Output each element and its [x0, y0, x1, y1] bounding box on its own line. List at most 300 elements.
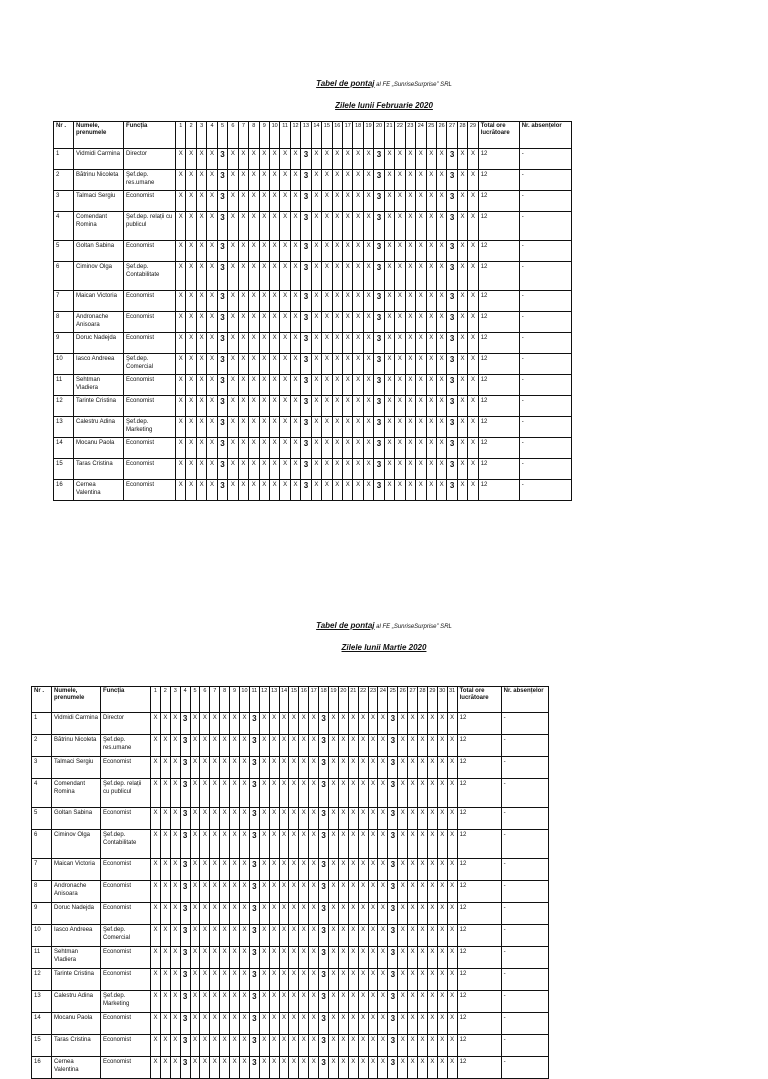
day-mark: X: [259, 480, 269, 501]
employee-number: 9: [32, 903, 52, 925]
day-mark: 3: [319, 925, 329, 947]
day-mark: X: [395, 333, 405, 354]
day-mark: X: [426, 191, 436, 212]
day-mark: X: [290, 212, 300, 241]
day-mark: X: [384, 354, 394, 375]
day-mark: 3: [447, 212, 457, 241]
day-mark: X: [238, 312, 248, 333]
employee-name: Bătrinu Nicoleta: [52, 735, 101, 757]
employee-function: Economist: [124, 375, 176, 396]
day-mark: X: [457, 333, 467, 354]
day-mark: X: [170, 757, 180, 779]
day-mark: X: [416, 480, 426, 501]
day-mark: X: [200, 779, 210, 808]
day-mark: X: [457, 191, 467, 212]
day-mark: X: [230, 808, 240, 830]
day-mark: X: [398, 969, 408, 991]
table-row: [32, 1057, 549, 1079]
day-mark: X: [468, 480, 478, 501]
day-mark: X: [279, 881, 289, 903]
day-mark: X: [332, 149, 342, 170]
day-mark: X: [186, 291, 196, 312]
employee-number: 6: [54, 262, 74, 291]
day-mark: X: [384, 149, 394, 170]
day-mark: X: [447, 969, 457, 991]
day-mark: X: [196, 241, 206, 262]
employee-name: Tarinte Cristina: [74, 396, 124, 417]
table-row: [32, 991, 549, 1013]
day-mark: X: [196, 262, 206, 291]
employee-number: 14: [54, 438, 74, 459]
day-mark: X: [322, 212, 332, 241]
day-mark: X: [395, 191, 405, 212]
day-mark: X: [329, 713, 339, 735]
day-mark: X: [259, 212, 269, 241]
day-mark: 3: [180, 903, 190, 925]
day-mark: X: [468, 438, 478, 459]
day-mark: X: [437, 903, 447, 925]
day-mark: X: [418, 713, 428, 735]
day-mark: X: [289, 735, 299, 757]
day-mark: X: [259, 859, 269, 881]
day-mark: X: [358, 713, 368, 735]
day-mark: X: [160, 991, 170, 1013]
employee-name: Maican Victoria: [52, 859, 101, 881]
day-header: 24: [416, 122, 426, 149]
day-mark: X: [348, 991, 358, 1013]
total-hours-value: 12: [457, 1013, 501, 1035]
day-mark: 3: [447, 333, 457, 354]
day-mark: X: [290, 149, 300, 170]
day-mark: 3: [319, 808, 329, 830]
day-mark: X: [343, 291, 353, 312]
day-mark: X: [368, 991, 378, 1013]
day-mark: 3: [374, 262, 384, 291]
absences-value: -: [501, 1035, 548, 1057]
absences-value: -: [519, 417, 571, 438]
day-mark: X: [196, 149, 206, 170]
day-header: 18: [319, 687, 329, 713]
day-header: 5: [190, 687, 200, 713]
day-mark: X: [200, 903, 210, 925]
day-mark: X: [457, 459, 467, 480]
absences-value: -: [501, 925, 548, 947]
day-mark: X: [395, 149, 405, 170]
day-header: 8: [249, 122, 259, 149]
day-mark: X: [348, 830, 358, 859]
day-mark: X: [269, 417, 279, 438]
day-mark: X: [353, 191, 363, 212]
day-mark: 3: [447, 480, 457, 501]
day-mark: X: [437, 1013, 447, 1035]
day-mark: X: [368, 757, 378, 779]
day-header: 17: [309, 687, 319, 713]
day-mark: 3: [217, 354, 227, 375]
day-mark: X: [426, 354, 436, 375]
day-mark: X: [249, 396, 259, 417]
day-mark: X: [378, 881, 388, 903]
day-mark: 3: [249, 779, 259, 808]
day-mark: X: [343, 417, 353, 438]
day-mark: X: [436, 291, 446, 312]
day-mark: X: [468, 170, 478, 191]
day-mark: X: [200, 925, 210, 947]
day-mark: 3: [180, 830, 190, 859]
day-mark: X: [230, 830, 240, 859]
day-mark: X: [290, 480, 300, 501]
day-mark: X: [220, 830, 230, 859]
day-mark: X: [343, 480, 353, 501]
day-mark: X: [343, 354, 353, 375]
day-mark: X: [279, 1013, 289, 1035]
day-mark: X: [238, 212, 248, 241]
day-mark: X: [210, 903, 220, 925]
day-mark: X: [343, 459, 353, 480]
day-mark: X: [338, 991, 348, 1013]
day-mark: X: [240, 925, 250, 947]
day-mark: X: [210, 808, 220, 830]
day-mark: X: [240, 1035, 250, 1057]
employee-number: 10: [32, 925, 52, 947]
day-mark: 3: [447, 459, 457, 480]
table-row: [54, 191, 572, 212]
total-hours-value: 12: [457, 757, 501, 779]
day-mark: 3: [301, 459, 311, 480]
day-header: 12: [259, 687, 269, 713]
day-header: 28: [418, 687, 428, 713]
day-mark: X: [200, 808, 210, 830]
day-mark: 3: [447, 191, 457, 212]
day-mark: 3: [374, 312, 384, 333]
day-header: 2: [186, 122, 196, 149]
day-mark: X: [405, 417, 415, 438]
day-mark: X: [416, 396, 426, 417]
day-mark: X: [384, 291, 394, 312]
day-mark: X: [368, 830, 378, 859]
day-mark: X: [384, 417, 394, 438]
day-mark: X: [200, 881, 210, 903]
absences-value: -: [519, 291, 571, 312]
day-mark: X: [418, 903, 428, 925]
day-header: 20: [374, 122, 384, 149]
day-mark: X: [230, 947, 240, 969]
day-mark: X: [343, 262, 353, 291]
day-mark: X: [338, 969, 348, 991]
day-mark: X: [160, 903, 170, 925]
day-mark: X: [457, 170, 467, 191]
day-mark: X: [447, 903, 457, 925]
day-mark: X: [228, 170, 238, 191]
header-row: [54, 122, 572, 149]
day-mark: X: [207, 170, 217, 191]
day-mark: X: [238, 375, 248, 396]
day-mark: X: [238, 417, 248, 438]
day-mark: X: [468, 291, 478, 312]
day-mark: X: [170, 713, 180, 735]
day-mark: X: [186, 262, 196, 291]
day-mark: X: [190, 830, 200, 859]
day-mark: X: [363, 241, 373, 262]
day-mark: X: [228, 333, 238, 354]
day-mark: 3: [447, 241, 457, 262]
day-header: 29: [427, 687, 437, 713]
day-mark: X: [186, 241, 196, 262]
day-mark: X: [343, 212, 353, 241]
day-mark: X: [311, 291, 321, 312]
employee-function: Economist: [101, 1035, 151, 1057]
day-mark: X: [170, 881, 180, 903]
table-row: [32, 735, 549, 757]
day-mark: X: [151, 757, 161, 779]
absences-value: -: [501, 881, 548, 903]
day-mark: X: [418, 1057, 428, 1079]
day-mark: X: [249, 170, 259, 191]
employee-number: 11: [32, 947, 52, 969]
day-mark: X: [207, 312, 217, 333]
day-header: 23: [405, 122, 415, 149]
day-mark: 3: [388, 757, 398, 779]
day-mark: X: [353, 480, 363, 501]
day-mark: X: [196, 170, 206, 191]
day-mark: X: [427, 735, 437, 757]
day-mark: X: [190, 925, 200, 947]
day-mark: X: [332, 438, 342, 459]
day-mark: X: [457, 262, 467, 291]
day-mark: X: [405, 333, 415, 354]
employee-function: Economist: [101, 757, 151, 779]
day-mark: X: [363, 191, 373, 212]
employee-number: 3: [32, 757, 52, 779]
employee-function: Şef.dep. Comercial: [101, 925, 151, 947]
column-header-function: Funcția: [124, 122, 176, 149]
day-mark: X: [289, 779, 299, 808]
day-mark: X: [363, 291, 373, 312]
absences-value: -: [501, 830, 548, 859]
day-mark: X: [405, 312, 415, 333]
day-mark: X: [418, 859, 428, 881]
day-header: 2: [160, 687, 170, 713]
total-hours-value: 12: [478, 333, 519, 354]
day-mark: X: [210, 947, 220, 969]
day-mark: X: [468, 262, 478, 291]
table-row: [54, 212, 572, 241]
day-mark: X: [378, 991, 388, 1013]
day-mark: X: [398, 830, 408, 859]
day-mark: X: [249, 312, 259, 333]
total-hours-value: 12: [478, 262, 519, 291]
day-mark: 3: [319, 969, 329, 991]
day-mark: X: [363, 459, 373, 480]
day-mark: X: [447, 808, 457, 830]
title-main: Tabel de pontaj: [316, 79, 375, 88]
day-mark: X: [259, 1035, 269, 1057]
day-mark: X: [190, 881, 200, 903]
table-row: [54, 241, 572, 262]
day-mark: X: [220, 1035, 230, 1057]
day-mark: X: [363, 480, 373, 501]
day-mark: X: [437, 881, 447, 903]
day-mark: 3: [217, 191, 227, 212]
day-mark: X: [170, 1013, 180, 1035]
day-mark: X: [240, 808, 250, 830]
day-mark: X: [363, 438, 373, 459]
day-mark: X: [200, 947, 210, 969]
day-mark: X: [338, 830, 348, 859]
day-mark: 3: [180, 1013, 190, 1035]
employee-function: Şef.dep. Contabilitate: [124, 262, 176, 291]
day-mark: X: [468, 333, 478, 354]
day-mark: X: [259, 830, 269, 859]
day-mark: X: [329, 925, 339, 947]
day-mark: X: [240, 947, 250, 969]
day-mark: X: [259, 312, 269, 333]
day-mark: X: [290, 438, 300, 459]
day-mark: X: [395, 170, 405, 191]
table-row: [32, 830, 549, 859]
employee-number: 13: [32, 991, 52, 1013]
day-mark: X: [348, 1013, 358, 1035]
day-mark: X: [405, 375, 415, 396]
day-mark: X: [186, 191, 196, 212]
day-mark: X: [220, 779, 230, 808]
day-mark: X: [309, 859, 319, 881]
employee-number: 8: [54, 312, 74, 333]
employee-function: Economist: [124, 396, 176, 417]
day-mark: X: [196, 191, 206, 212]
employee-number: 12: [32, 969, 52, 991]
day-mark: X: [249, 149, 259, 170]
total-hours-value: 12: [457, 808, 501, 830]
day-mark: 3: [447, 375, 457, 396]
employee-name: Bătrinu Nicoleta: [74, 170, 124, 191]
day-header: 26: [398, 687, 408, 713]
day-mark: X: [378, 830, 388, 859]
day-mark: X: [269, 757, 279, 779]
day-mark: X: [368, 808, 378, 830]
day-mark: X: [240, 713, 250, 735]
day-mark: X: [176, 241, 186, 262]
day-mark: X: [348, 735, 358, 757]
day-mark: 3: [447, 438, 457, 459]
day-mark: X: [207, 191, 217, 212]
day-mark: X: [436, 312, 446, 333]
day-mark: X: [329, 969, 339, 991]
day-mark: X: [299, 969, 309, 991]
day-mark: X: [240, 1057, 250, 1079]
day-mark: X: [343, 312, 353, 333]
day-mark: X: [427, 713, 437, 735]
day-mark: X: [436, 417, 446, 438]
day-mark: X: [207, 375, 217, 396]
total-hours-value: 12: [478, 312, 519, 333]
day-mark: X: [279, 735, 289, 757]
day-mark: X: [151, 1013, 161, 1035]
day-mark: X: [160, 1057, 170, 1079]
employee-name: Mocanu Paola: [74, 438, 124, 459]
day-mark: X: [363, 212, 373, 241]
column-header-absences: Nr. absențelor: [501, 687, 548, 713]
day-mark: 3: [388, 1035, 398, 1057]
day-mark: X: [311, 149, 321, 170]
day-mark: X: [353, 149, 363, 170]
day-mark: X: [176, 170, 186, 191]
day-mark: X: [405, 396, 415, 417]
day-mark: X: [436, 375, 446, 396]
day-mark: X: [311, 417, 321, 438]
day-mark: 3: [180, 969, 190, 991]
day-mark: X: [332, 191, 342, 212]
day-mark: X: [416, 375, 426, 396]
absences-value: -: [501, 779, 548, 808]
day-mark: 3: [301, 212, 311, 241]
day-mark: X: [240, 1013, 250, 1035]
day-mark: X: [437, 969, 447, 991]
day-header: 11: [280, 122, 290, 149]
day-mark: X: [186, 396, 196, 417]
day-mark: X: [240, 881, 250, 903]
pontaj-table: [53, 121, 572, 501]
day-mark: X: [230, 757, 240, 779]
day-mark: X: [437, 1035, 447, 1057]
day-mark: X: [408, 925, 418, 947]
day-mark: X: [436, 262, 446, 291]
day-mark: X: [299, 903, 309, 925]
total-hours-value: 12: [478, 241, 519, 262]
day-mark: X: [405, 262, 415, 291]
day-mark: X: [447, 830, 457, 859]
day-mark: X: [353, 396, 363, 417]
total-hours-value: 12: [478, 459, 519, 480]
day-mark: X: [427, 859, 437, 881]
day-mark: X: [151, 925, 161, 947]
day-mark: X: [210, 713, 220, 735]
day-mark: X: [176, 375, 186, 396]
employee-name: Mocanu Paola: [52, 1013, 101, 1035]
day-mark: X: [322, 149, 332, 170]
day-mark: X: [436, 170, 446, 191]
employee-function: Economist: [101, 903, 151, 925]
day-mark: X: [348, 859, 358, 881]
day-mark: X: [343, 375, 353, 396]
day-mark: X: [418, 830, 428, 859]
total-hours-value: 12: [457, 1057, 501, 1079]
absences-value: -: [501, 1057, 548, 1079]
day-mark: 3: [180, 925, 190, 947]
day-mark: X: [426, 212, 436, 241]
employee-name: Cernea Valentina: [52, 1057, 101, 1079]
day-mark: X: [405, 191, 415, 212]
day-mark: X: [230, 1035, 240, 1057]
day-mark: X: [190, 1057, 200, 1079]
day-header: 13: [269, 687, 279, 713]
day-header: 25: [388, 687, 398, 713]
table-row: [54, 480, 572, 501]
day-mark: 3: [374, 459, 384, 480]
day-header: 28: [457, 122, 467, 149]
employee-number: 15: [32, 1035, 52, 1057]
total-hours-value: 12: [478, 291, 519, 312]
employee-function: Economist: [124, 333, 176, 354]
day-mark: X: [329, 991, 339, 1013]
day-mark: X: [176, 212, 186, 241]
day-mark: X: [332, 212, 342, 241]
day-mark: X: [437, 735, 447, 757]
day-mark: X: [378, 969, 388, 991]
day-mark: X: [259, 375, 269, 396]
day-mark: X: [332, 459, 342, 480]
day-mark: X: [207, 459, 217, 480]
employee-function: Economist: [101, 947, 151, 969]
